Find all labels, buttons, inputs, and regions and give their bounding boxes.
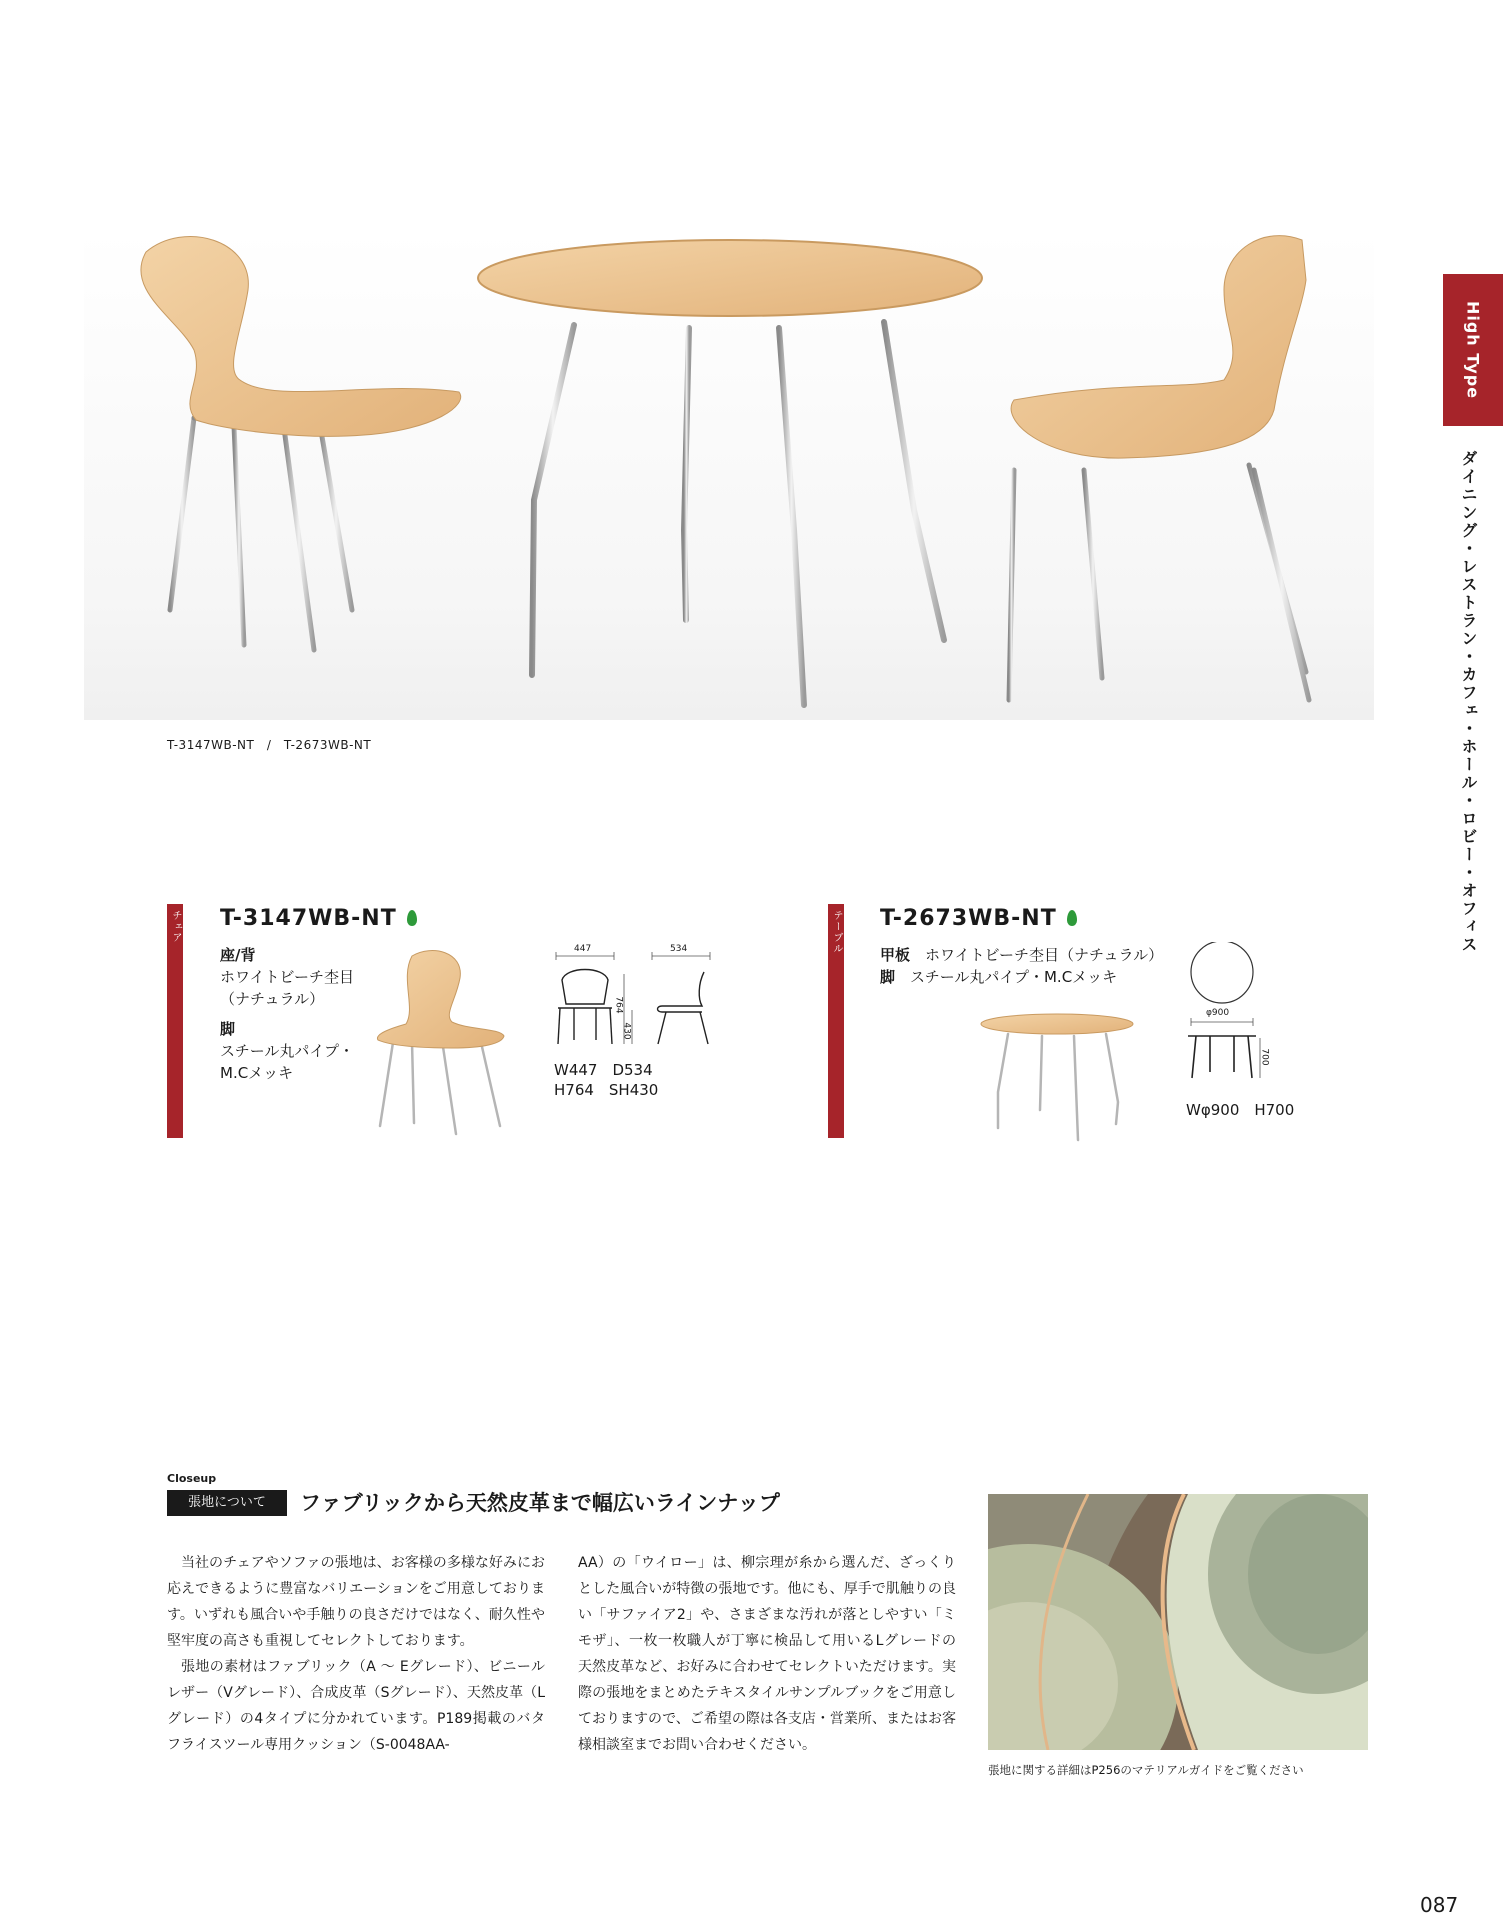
chair-spec [220, 944, 354, 1084]
table-leg-label: 脚 [880, 968, 896, 986]
chair-category-bar [167, 904, 183, 1138]
fabric-closeup-image [988, 1494, 1368, 1750]
chair-height-dim: 764 [613, 996, 624, 1014]
table-photo [978, 1012, 1136, 1142]
closeup-paragraph-2: 張地の素材はファブリック（A ～ Eグレード）、ビニールレザー（Vグレード）、合成皮革（Sグレード）、天然皮革（Lグレード）の4タイプに分かれています。P189掲載のバタフライスツール専用クッション（S-0048AA- [167, 1659, 545, 1753]
chair-category-label: チェア [170, 910, 181, 943]
table-top-material: ホワイトビーチ杢目（ナチュラル） [925, 946, 1164, 964]
section-tab[interactable] [1443, 274, 1503, 426]
table-product-name [880, 906, 1077, 931]
chair-photo [372, 948, 512, 1138]
chair-leg-label: 脚 [220, 1020, 236, 1038]
page-number: 087 [1420, 1893, 1459, 1917]
category-vertical-text: ダイニング・レストラン・カフェ・ホール・ロビー・オフィス [1459, 450, 1478, 954]
table-category-bar [828, 904, 844, 1138]
seat-material-2: （ナチュラル） [220, 990, 325, 1008]
table-diameter-dim: φ900 [1206, 1008, 1230, 1018]
chair-depth-dim: 534 [670, 944, 688, 954]
closeup-title: ファブリックから天然皮革まで幅広いラインナップ [300, 1491, 780, 1515]
table-top-label: 甲板 [880, 946, 911, 964]
chair-leg-material-1: スチール丸パイプ・ [220, 1042, 354, 1060]
chair-product-name [220, 906, 417, 931]
chair-leg-material-2: M.Cメッキ [220, 1064, 294, 1082]
closeup-label: Closeup [167, 1472, 217, 1485]
closeup-paragraph-3: AA）の「ウイロー」は、柳宗理が糸から選んだ、ざっくりとした風合いが特徴の張地です。他にも、厚手で肌触りの良い「サファイア2」や、さまざまな汚れが落としやすい「ミモザ」、一枚一枚職人が丁寧に検品して用いるLグレードの天然皮革など、お好みに合わせてセレクトいただけます。実際の張地をまとめたテキスタイルサンプルブックをご用意しておりますので、ご希望の際は各支店・営業所、またはお客様相談室までお問い合わせください。 [578, 1555, 956, 1753]
table-category-label: テーブル [831, 910, 842, 954]
eco-leaf-icon [1067, 910, 1077, 926]
table-dimension-drawing [1180, 942, 1270, 1082]
closeup-paragraph-1: 当社のチェアやソファの張地は、お客様の多様な好みにお応えできるように豊富なバリエーションをご用意しております。いずれも風合いや手触りの良さだけではなく、耐久性や堅牢度の高さも重視してセレクトしております。 [167, 1555, 545, 1649]
chair-table-set-image [84, 230, 1374, 720]
table-leg-material: スチール丸パイプ・M.Cメッキ [910, 968, 1118, 986]
hero-photo [84, 230, 1374, 720]
table-spec [880, 944, 1163, 988]
table-image [978, 1012, 1136, 1142]
table-height-dim: 700 [1259, 1048, 1270, 1066]
table-name-text: T-2673WB-NT [880, 906, 1057, 931]
fabric-photo-caption: 張地に関する詳細はP256のマテリアルガイドをご覧ください [988, 1763, 1304, 1777]
section-tab-label: High Type [1463, 300, 1483, 400]
chair-dims [554, 1060, 658, 1100]
closeup-text-col-1 [167, 1550, 545, 1758]
chair-dimension-drawing [552, 944, 727, 1054]
seat-label: 座/背 [220, 946, 256, 964]
fabric-photo [988, 1494, 1368, 1750]
closeup-text-col-2 [578, 1550, 956, 1758]
seat-material-1: ホワイトビーチ杢目 [220, 968, 354, 986]
chair-width-dim: 447 [574, 944, 592, 954]
chair-dims-line-1: W447 D534 [554, 1061, 653, 1079]
table-dims: Wφ900 H700 [1186, 1101, 1295, 1119]
chair-name-text: T-3147WB-NT [220, 906, 397, 931]
hero-caption: T-3147WB-NT / T-2673WB-NT [167, 738, 372, 752]
chair-seat-height-dim: 430 [621, 1022, 632, 1040]
eco-leaf-icon [407, 910, 417, 926]
chair-image [372, 948, 512, 1138]
closeup-tag: 張地について [167, 1490, 287, 1516]
chair-dims-line-2: H764 SH430 [554, 1081, 659, 1099]
